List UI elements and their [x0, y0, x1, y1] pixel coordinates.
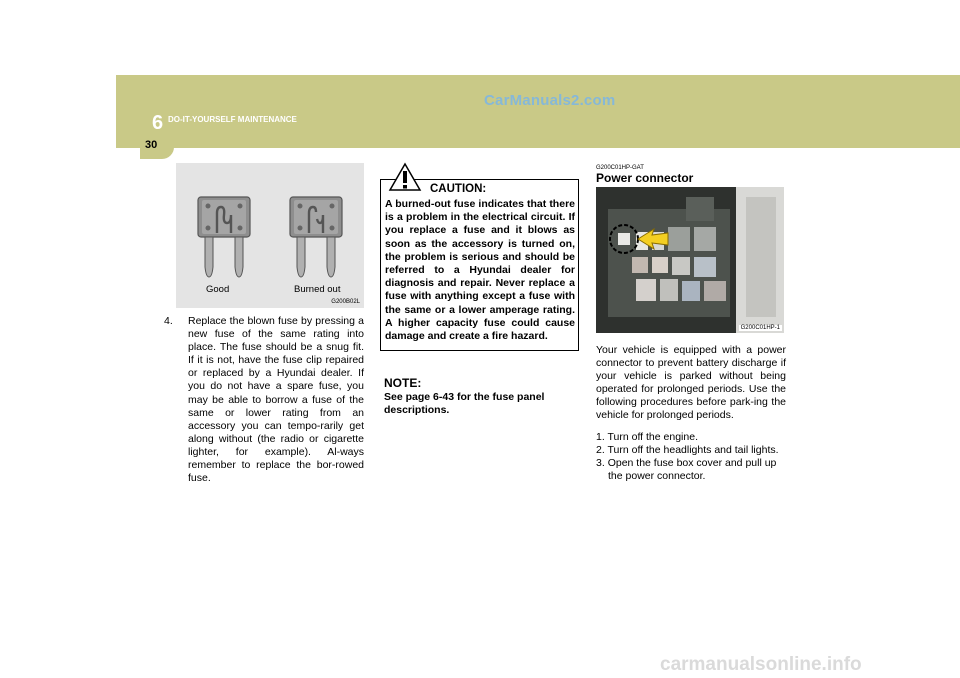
procedure-list	[596, 431, 788, 483]
caution-title: CAUTION:	[430, 183, 487, 195]
page-number: 30	[145, 139, 158, 151]
fuse-box-photo	[596, 187, 784, 333]
figure-code: G200B02L	[331, 299, 360, 305]
list-item: 3. Open the fuse box cover and pull up the power connector.	[596, 457, 777, 483]
burned-fuse-illustration	[288, 195, 344, 281]
step-4	[164, 315, 364, 485]
fuse-figure	[176, 163, 364, 308]
step-text: Replace the blown fuse by pressing a new fuse of the same rating into place. The fuse should be a snug fit. If it is not, have the fuse clip repaired or replaced by a Hyundai dealer. If you do not have a spare fuse, you may be able to borrow a fuse of the same or lower rating from an accessory you can tempo-rarily get along without (the radio or cigarette lighter, for example). Al-ways remember to replace the bor-rowed fuse.	[188, 315, 364, 485]
warning-triangle-icon	[388, 162, 422, 192]
watermark-bottom[interactable]: carmanualsonline.info	[660, 654, 862, 675]
fuse-good-label: Good	[206, 284, 230, 295]
section-code: G200C01HP-GAT	[596, 165, 644, 171]
photo-code: G200C01HP-1	[740, 325, 780, 331]
note-text: See page 6-43 for the fuse panel descriptions.	[384, 391, 545, 416]
section-title: Power connector	[596, 171, 694, 185]
chapter-number: 6	[152, 112, 164, 134]
watermark-top[interactable]: CarManuals2.com	[484, 92, 616, 109]
fuse-box-illustration	[596, 187, 784, 333]
list-item: 2. Turn off the headlights and tail lights.	[596, 444, 779, 457]
intro-paragraph: Your vehicle is equipped with a power connector to prevent battery discharge if your vehicle is parked without being operated for prolonged periods. Use the following procedures before park-ing the vehicle for prolonged periods.	[596, 344, 786, 422]
list-item: 1. Turn off the engine.	[596, 431, 698, 443]
chapter-title: DO-IT-YOURSELF MAINTENANCE	[168, 115, 297, 124]
caution-text: A burned-out fuse indicates that there is a problem in the electrical circuit. If you replace a fuse and it blows as soon as the accessory is turned on, the problem is serious and should be referred to a Hyundai dealer for diagnosis and repair. Never replace a fuse with anything except a fuse with the same or a lower amperage rating. A higher capacity fuse could cause damage and create a fire hazard.	[385, 198, 575, 343]
step-number: 4.	[164, 315, 173, 327]
header-band	[116, 75, 960, 148]
fuse-burned-label: Burned out	[294, 284, 341, 295]
note-title: NOTE:	[384, 376, 422, 390]
good-fuse-illustration	[196, 195, 252, 281]
